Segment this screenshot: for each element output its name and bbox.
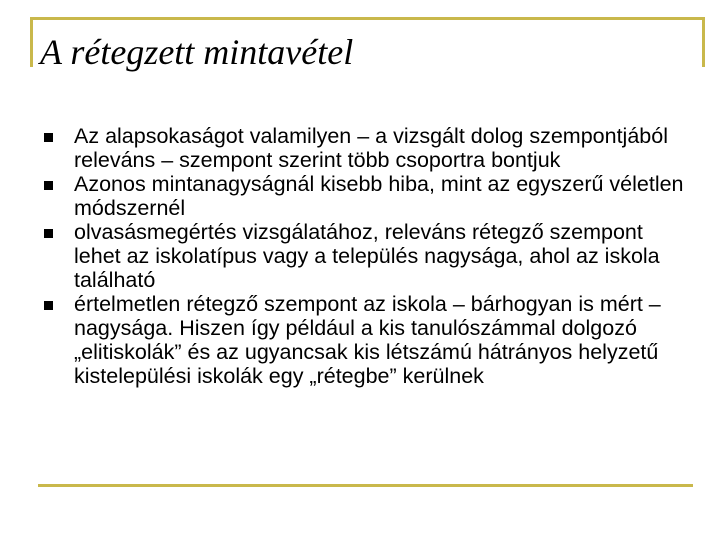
slide-title: A rétegzett mintavétel (40, 32, 354, 72)
frame-top-line (30, 17, 705, 20)
bullet-item (40, 124, 690, 172)
frame-left-line (30, 17, 33, 67)
frame-right-line (702, 17, 705, 67)
bullet-text: olvasásmegértés vizsgálatához, releváns rétegző szempont lehet az iskolatípus vagy a település nagysága, ahol az iskola található (74, 220, 660, 292)
bullet-text: értelmetlen rétegző szempont az iskola – bárhogyan is mért – nagysága. Hiszen így például a kis tanulószámmal dolgozó „elitiskolák” és az ugyancsak kis létszámú hátrányos helyzetű kistelepülési iskolák egy „rétegbe” kerülnek (74, 292, 661, 388)
square-bullet-icon (44, 133, 53, 142)
square-bullet-icon (44, 301, 53, 310)
bullet-list (40, 124, 690, 388)
frame-bottom-line (38, 484, 693, 487)
square-bullet-icon (44, 229, 53, 238)
bullet-text: Azonos mintanagyságnál kisebb hiba, mint az egyszerű véletlen módszernél (74, 172, 684, 220)
bullet-item (40, 172, 690, 220)
bullet-item (40, 292, 690, 388)
bullet-item (40, 220, 690, 292)
bullet-text: Az alapsokaságot valamilyen – a vizsgált dolog szempontjából releváns – szempont szerint több csoportra bontjuk (74, 124, 668, 172)
square-bullet-icon (44, 181, 53, 190)
